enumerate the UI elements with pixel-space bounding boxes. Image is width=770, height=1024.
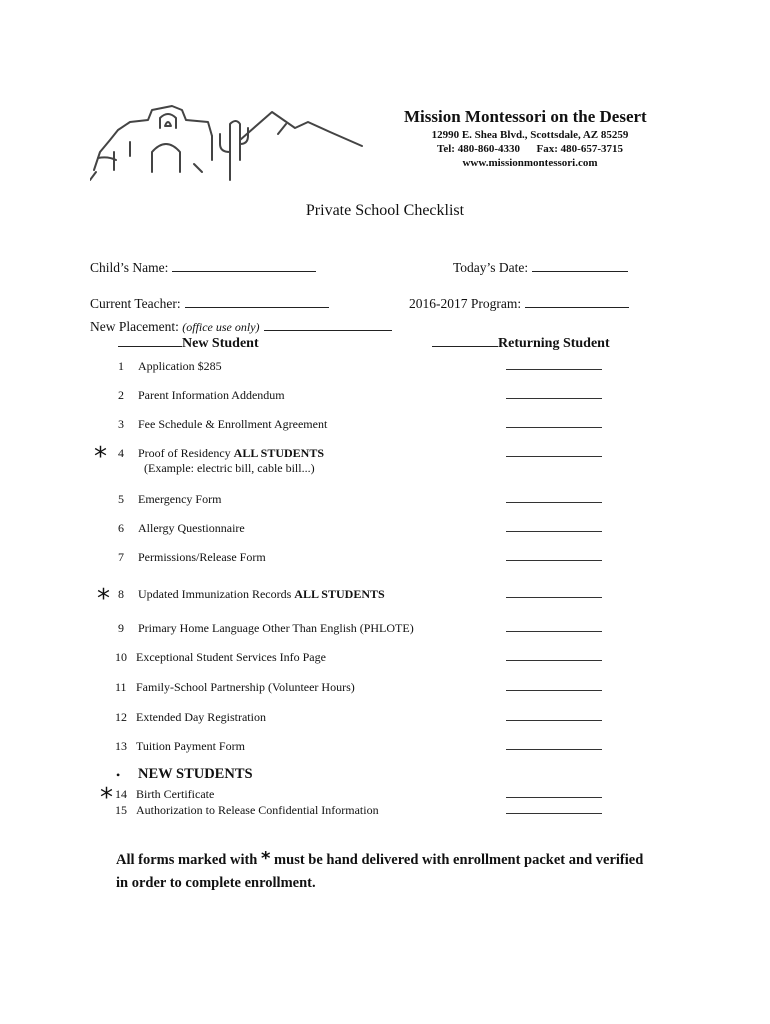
item-label: Exceptional Student Services Info Page: [136, 650, 326, 664]
program-label: 2016-2017 Program:: [409, 296, 522, 311]
returning-student-blank[interactable]: [432, 334, 498, 347]
todays-date-blank[interactable]: [532, 259, 628, 272]
returning-student-heading: [432, 334, 610, 352]
item-check-line[interactable]: [506, 749, 602, 750]
new-placement-blank[interactable]: [264, 318, 392, 331]
org-phone-fax: Tel: 480-860-4330 Fax: 480-657-3715: [437, 143, 623, 155]
item-number: 14: [115, 787, 127, 801]
item-number: 6: [118, 521, 124, 535]
item-check-line[interactable]: [506, 690, 602, 691]
child-name-blank[interactable]: [172, 259, 316, 272]
item-number: 13: [115, 739, 127, 753]
org-address: 12990 E. Shea Blvd., Scottsdale, AZ 85259: [431, 129, 629, 141]
item-check-line[interactable]: [506, 813, 602, 814]
item-number: 8: [118, 587, 124, 601]
item-label: Permissions/Release Form: [138, 550, 266, 564]
item-label: Fee Schedule & Enrollment Agreement: [138, 417, 328, 431]
returning-student-label: Returning Student: [498, 336, 610, 351]
item-check-line[interactable]: [506, 502, 602, 503]
footer-note-part2: must be hand delivered with enrollment packet and verified in order to complete enrollment.: [116, 852, 644, 891]
item-check-line[interactable]: [506, 597, 602, 598]
item-check-line[interactable]: [506, 369, 602, 370]
asterisk-icon: *: [261, 848, 271, 869]
item-number: 15: [115, 803, 127, 817]
item-sub-label: (Example: electric bill, cable bill...): [144, 461, 315, 475]
current-teacher-blank[interactable]: [185, 295, 329, 308]
item-check-line[interactable]: [506, 560, 602, 561]
footer-note-part1: All forms marked with: [116, 852, 261, 868]
item-number: 5: [118, 492, 124, 506]
new-placement-label: New Placement:: [90, 319, 179, 334]
item-number: 7: [118, 550, 124, 564]
todays-date-label: Today’s Date:: [453, 260, 529, 275]
item-label: Authorization to Release Confidential Information: [136, 803, 379, 817]
item-label: Parent Information Addendum: [138, 388, 285, 402]
new-placement-note: (office use only): [182, 320, 260, 334]
child-name-field: [90, 259, 316, 276]
item-label: Tuition Payment Form: [136, 739, 245, 753]
child-name-label: Child’s Name:: [90, 260, 169, 275]
item-number: 11: [115, 680, 127, 694]
item-number: 12: [115, 710, 127, 724]
item-label: Extended Day Registration: [136, 710, 266, 724]
item-label: Family-School Partnership (Volunteer Hours): [136, 680, 355, 694]
new-students-heading: NEW STUDENTS: [138, 766, 253, 782]
new-student-heading: [118, 334, 259, 352]
item-label: Allergy Questionnaire: [138, 521, 245, 535]
new-placement-field: [90, 318, 392, 335]
org-name: Mission Montessori on the Desert: [404, 107, 647, 126]
item-label: Emergency Form: [138, 492, 222, 506]
item-number: 9: [118, 621, 124, 635]
item-number: 2: [118, 388, 124, 402]
item-label: Birth Certificate: [136, 787, 215, 801]
mission-building-logo-icon: [90, 100, 370, 185]
asterisk-icon: *: [94, 442, 107, 472]
current-teacher-label: Current Teacher:: [90, 296, 181, 311]
item-check-line[interactable]: [506, 398, 602, 399]
new-student-blank[interactable]: [118, 334, 182, 347]
item-check-line[interactable]: [506, 456, 602, 457]
program-blank[interactable]: [525, 295, 629, 308]
asterisk-icon: *: [97, 584, 110, 614]
item-label: Application $285: [138, 359, 222, 373]
item-label: Primary Home Language Other Than English (PHLOTE): [138, 621, 414, 635]
program-field: [409, 295, 629, 312]
item-number: 4: [118, 446, 124, 460]
new-student-label: New Student: [182, 336, 259, 351]
todays-date-field: [453, 259, 628, 276]
item-check-line[interactable]: [506, 531, 602, 532]
item-number: 10: [115, 650, 127, 664]
item-check-line[interactable]: [506, 797, 602, 798]
item-label: Updated Immunization Records ALL STUDENTS: [138, 587, 385, 601]
org-website: www.missionmontessori.com: [462, 157, 598, 169]
footer-note: [116, 847, 656, 895]
item-check-line[interactable]: [506, 631, 602, 632]
item-number: 1: [118, 359, 124, 373]
asterisk-icon: *: [100, 783, 113, 813]
bullet: •: [116, 768, 121, 782]
item-label: Proof of Residency ALL STUDENTS: [138, 446, 325, 460]
current-teacher-field: [90, 295, 329, 312]
item-check-line[interactable]: [506, 660, 602, 661]
item-check-line[interactable]: [506, 720, 602, 721]
item-check-line[interactable]: [506, 427, 602, 428]
item-number: 3: [118, 417, 124, 431]
page-title: Private School Checklist: [305, 202, 465, 219]
